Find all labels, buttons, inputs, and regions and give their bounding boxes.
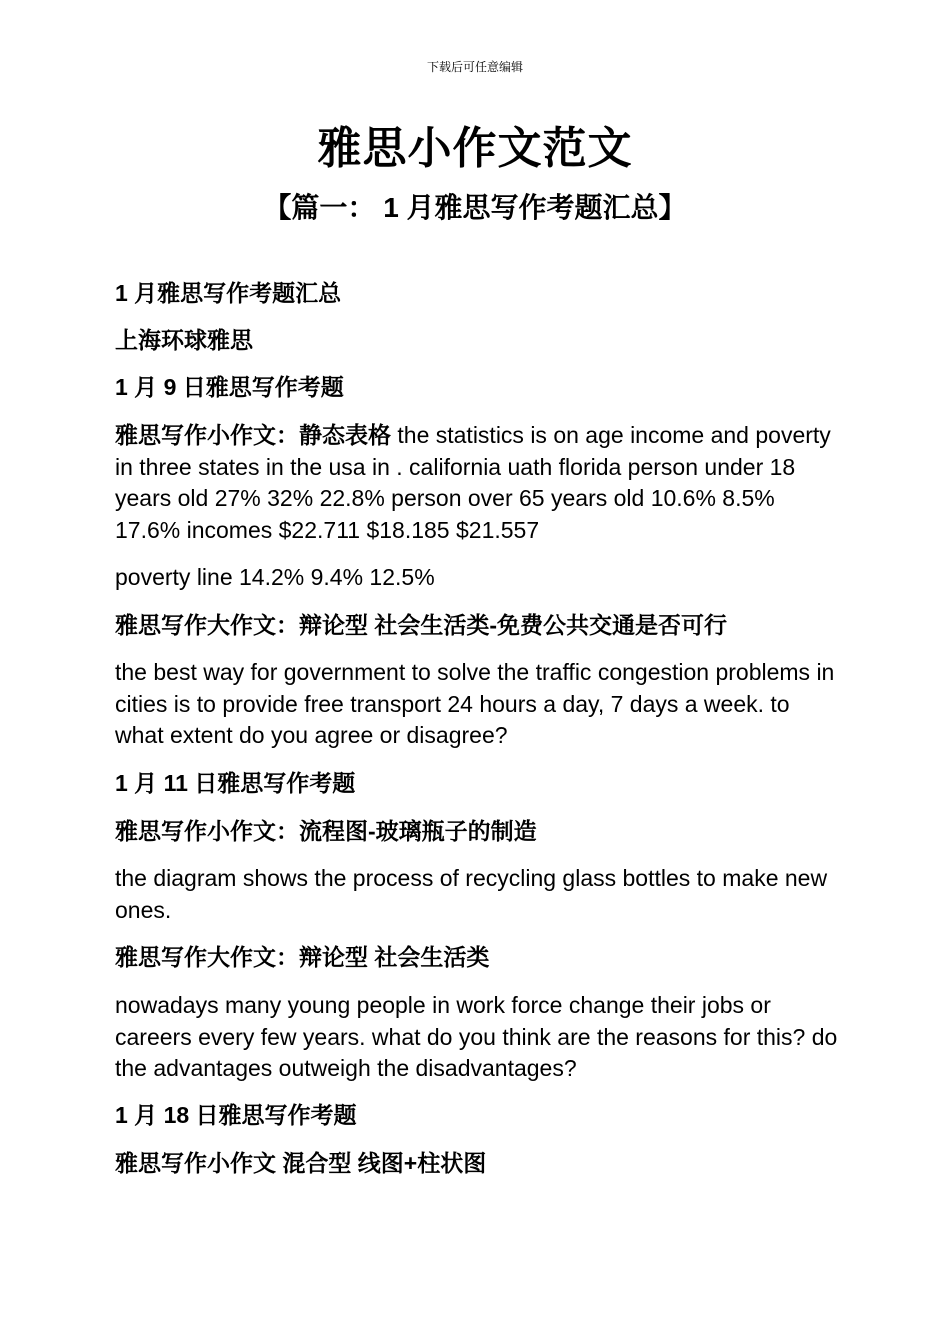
jan11-large-task-label: 雅思写作大作文：辩论型 社会生活类 <box>115 944 490 970</box>
jan11-large-task-text: nowadays many young people in work force change their jobs or careers every few years. what do you think are the reasons for this? do the advantages outweigh the disadvantages? <box>115 992 838 1081</box>
document-title: 雅思小作文范文 <box>317 124 633 173</box>
jan11-small-task-label: 雅思写作小作文：流程图-玻璃瓶子的制造 <box>115 818 537 844</box>
jan9-small-task-label: 雅思写作小作文：静态表格 <box>115 422 391 448</box>
header-note: 下载后可任意编辑 <box>426 60 523 74</box>
jan9-small-task-paragraph <box>115 420 840 546</box>
date-heading-jan11: 1 月 11 日雅思写作考题 <box>115 770 356 796</box>
heading-summary: 1 月雅思写作考题汇总 <box>115 280 342 306</box>
jan9-small-task-text: the statistics is on age income and poverty in three states in the usa in . california uath florida person under 18 years old 27% 32% 22.8% person over 65 years old 10.6% 8.5% 17.6% incomes $22.711 $18.185 $21.557 <box>115 422 831 543</box>
jan9-large-task-label: 雅思写作大作文：辩论型 社会生活类-免费公共交通是否可行 <box>115 612 728 638</box>
jan18-small-task-label: 雅思写作小作文 混合型 线图+柱状图 <box>115 1150 487 1176</box>
date-heading-jan9: 1 月 9 日雅思写作考题 <box>115 374 344 400</box>
jan9-poverty-line: poverty line 14.2% 9.4% 12.5% <box>115 564 435 590</box>
jan9-large-task-text: the best way for government to solve the traffic congestion problems in cities is to provide free transport 24 hours a day, 7 days a week. to what extent do you agree or disagree? <box>115 659 835 748</box>
date-heading-jan18: 1 月 18 日雅思写作考题 <box>115 1102 357 1128</box>
jan11-small-task-text: the diagram shows the process of recycling glass bottles to make new ones. <box>115 865 828 923</box>
document-subtitle: 【篇一： 1 月雅思写作考题汇总】 <box>263 192 687 223</box>
heading-shanghai: 上海环球雅思 <box>115 327 253 353</box>
